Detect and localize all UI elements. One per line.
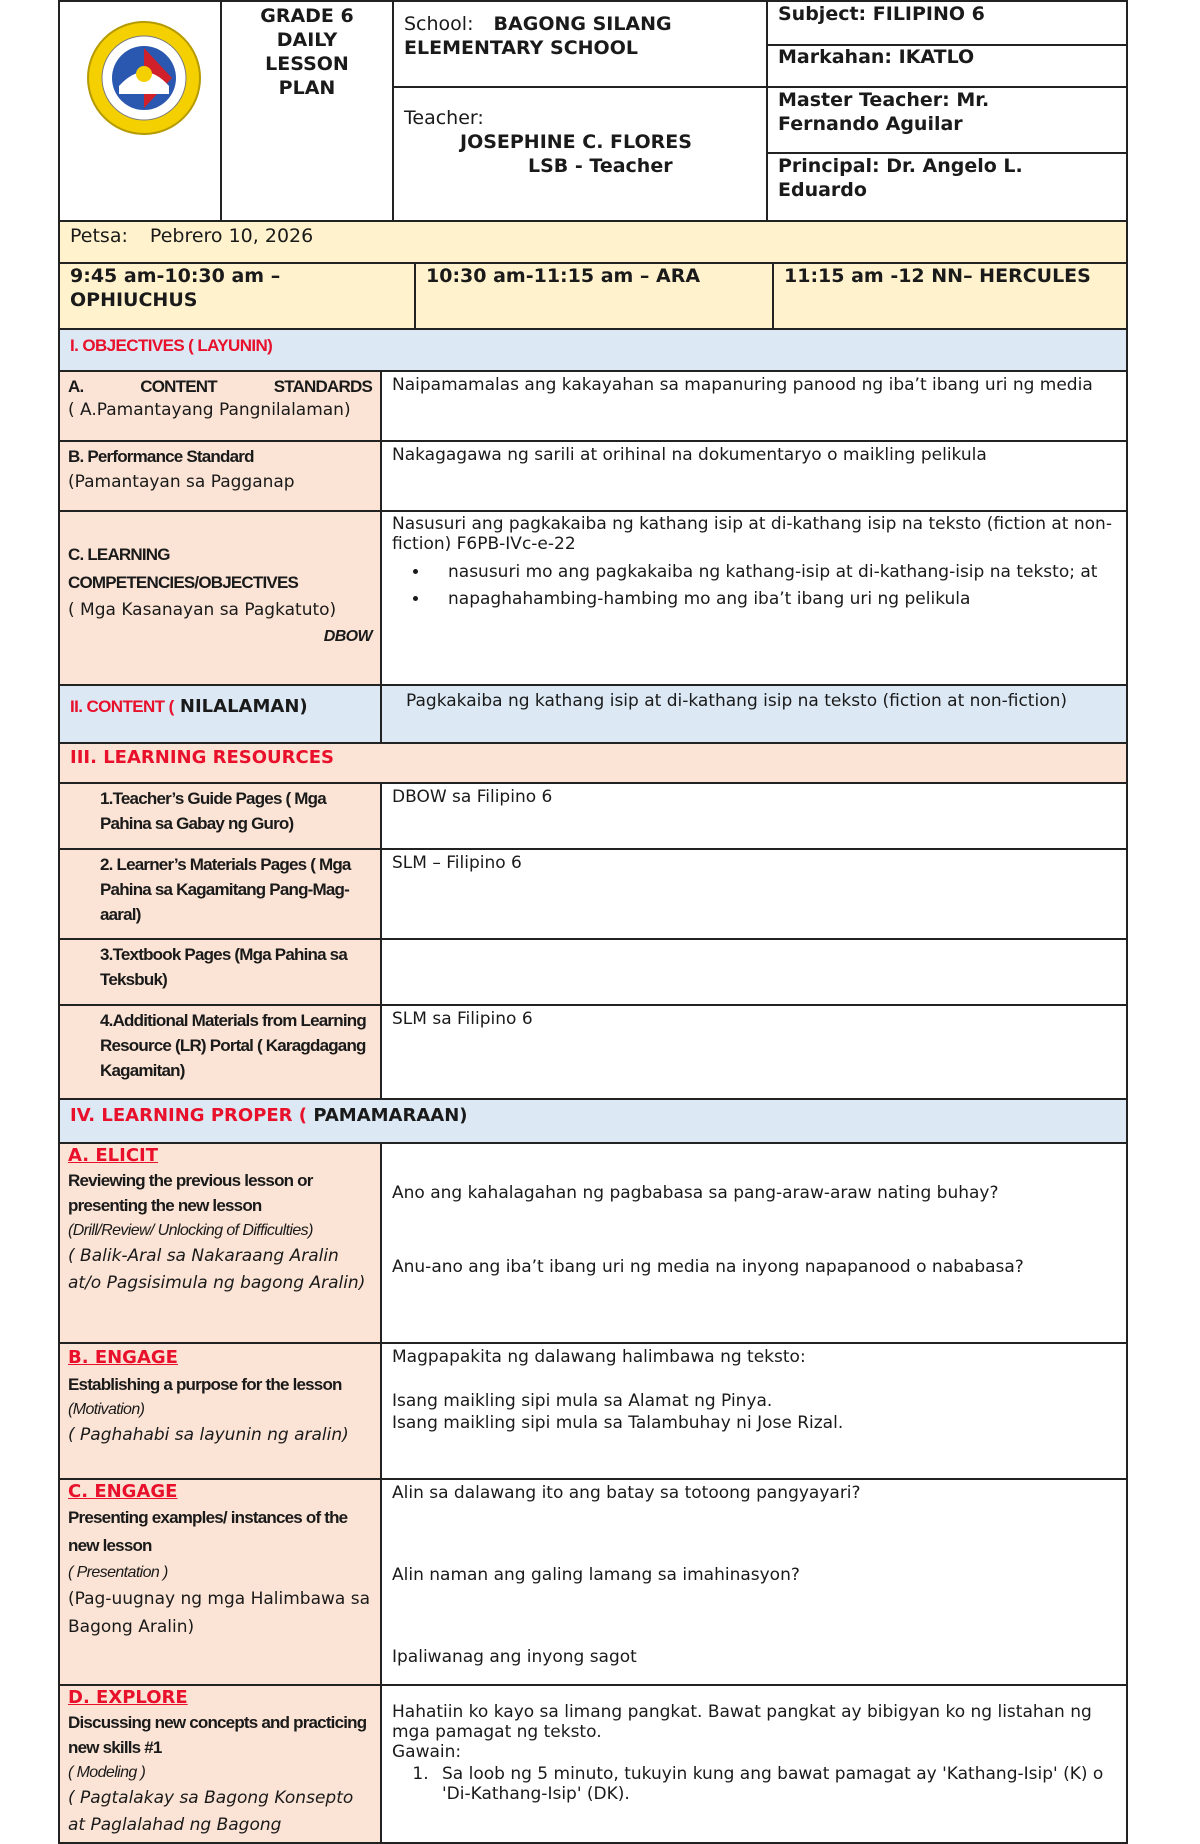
principal: Principal: Dr. Angelo L. [778,155,1023,177]
content-standards-label-cell [58,370,382,442]
performance-standard-value: Nakagagawa ng sarili at orihinal na dokumentaryo o maikling pelikula [392,445,987,465]
master-teacher-name: Fernando Aguilar [778,113,963,135]
schedule-slot-2 [414,262,774,330]
resource-value-cell [380,938,1128,1006]
proper-heading-fil: PAMAMARAAN) [307,1105,468,1126]
explore-note: ( Modeling ) [68,1764,146,1781]
content-heading: II. CONTENT ( [70,697,174,716]
engage1-line: Isang maikling sipi mula sa Alamat ng Pinya. [392,1391,773,1411]
list-item: • nasusuri mo ang pagkakaiba ng kathang-isip at di-kathang-isip na teksto; at [430,560,1116,584]
resource-label: 3.Textbook Pages (Mga Pahina sa Teksbuk) [100,945,347,989]
explore-label-cell [58,1684,382,1844]
content-standards-value: Naipamamalas ang kakayahan sa mapanuring panood ng iba’t ibang uri ng media [392,375,1093,395]
master-teacher-cell [766,86,1128,154]
engage1-fil: ( Paghahabi sa layunin ng aralin) [68,1425,349,1445]
schedule-time: 11:15 am -12 NN– HERCULES [784,265,1091,287]
school-name-2: ELEMENTARY SCHOOL [404,37,638,59]
competencies-label: C. LEARNING [68,545,170,564]
explore-line: Gawain: [392,1742,462,1762]
logo-cell [58,0,222,222]
content-standards-sub: ( A.Pamantayang Pangnilalaman) [68,400,351,420]
school-cell [392,0,768,88]
explore-steps [392,1764,1116,1804]
title-line: LESSON [265,53,349,75]
engage1-line: Magpapakita ng dalawang halimbawa ng teksto: [392,1347,806,1367]
proper-heading-text: IV. LEARNING PROPER ( [70,1105,308,1126]
engage2-value-cell [380,1478,1128,1686]
engage2-question: Alin naman ang galing lamang sa imahinasyon? [392,1565,800,1585]
label-part: CONTENT [140,377,217,396]
schedule-time: 10:30 am-11:15 am – ARA [426,265,701,287]
explore-fil: ( Pagtalakay sa Bagong Konsepto at Paglalahad ng Bagong [68,1788,354,1835]
explore-title: D. EXPLORE [68,1687,188,1708]
competencies-sub: ( Mga Kasanayan sa Pagkatuto) [68,600,337,620]
engage2-question: Ipaliwanag ang inyong sagot [392,1647,637,1667]
list-item: 1. Sa loob ng 5 minuto, tukuyin kung ang bawat pamagat ay 'Kathang-Isip' (K) o 'Di-Kathang-Isip' (DK). [434,1764,1116,1804]
content-value-cell [380,684,1128,744]
engage1-value-cell [380,1342,1128,1480]
elicit-question: Ano ang kahalagahan ng pagbabasa sa pang-araw-araw nating buhay? [392,1183,999,1203]
engage1-label-cell [58,1342,382,1480]
subject: Subject: FILIPINO 6 [778,3,985,25]
performance-standard-value-cell [380,440,1128,512]
schedule-time: 9:45 am-10:30 am – [70,265,281,287]
principal-cell [766,152,1128,222]
markahan-cell [766,44,1128,88]
title-cell [220,0,394,222]
competencies-value-cell [380,510,1128,686]
elicit-label-cell [58,1142,382,1344]
explore-value-cell [380,1684,1128,1844]
schedule-section: OPHIUCHUS [70,289,198,311]
list-item: • napaghahambing-hambing mo ang iba’t ibang uri ng pelikula [430,587,1116,611]
content-value: Pagkakaiba ng kathang isip at di-kathang isip na teksto (fiction at non-fiction) [406,691,1068,711]
title-line: GRADE 6 [260,5,354,27]
engage1-line: Isang maikling sipi mula sa Talambuhay ni Jose Rizal. [392,1413,844,1433]
resource-label-cell [58,938,382,1006]
resource-label-cell [58,782,382,850]
competencies-label-cell [58,510,382,686]
content-standards-value-cell [380,370,1128,442]
teacher-cell [392,86,768,222]
date-row [58,220,1128,264]
engage1-desc: Establishing a purpose for the lesson [68,1375,342,1394]
engage2-label-cell [58,1478,382,1686]
explore-desc: Discussing new concepts and practicing new skills #1 [68,1713,367,1757]
label-part: A. [68,377,84,396]
resources-heading-text: III. LEARNING RESOURCES [70,747,334,768]
elicit-title: A. ELICIT [68,1145,159,1166]
school-seal [84,18,204,138]
title-line: PLAN [278,77,336,99]
engage1-title: B. ENGAGE [68,1347,178,1368]
content-heading-cell [58,684,382,744]
elicit-question: Anu-ano ang iba’t ibang uri ng media na inyong napapanood o nababasa? [392,1257,1024,1277]
resource-label: 2. Learner’s Materials Pages ( Mga Pahina sa Kagamitang Pang-Mag-aaral) [100,855,351,924]
master-teacher: Master Teacher: Mr. [778,89,990,111]
resource-label: 1.Teacher’s Guide Pages ( Mga Pahina sa Gabay ng Guro) [100,789,326,833]
title-line: DAILY [276,29,338,51]
competencies-value: Nasusuri ang pagkakaiba ng kathang isip at di-kathang isip na teksto (fiction at non-fiction) F6PB-IVc-e-22 [392,514,1112,554]
resource-value-cell [380,848,1128,940]
performance-standard-sub: (Pamantayan sa Pagganap [68,472,295,492]
schedule-slot-3 [772,262,1128,330]
teacher-name: JOSEPHINE C. FLORES [460,131,692,153]
resource-value: DBOW sa Filipino 6 [392,787,553,807]
resource-label-cell [58,848,382,940]
date-value: Pebrero 10, 2026 [149,225,314,247]
resource-value-cell [380,1004,1128,1100]
teacher-role: LSB - Teacher [528,155,673,177]
engage2-note: ( Presentation ) [68,1564,168,1581]
teacher-label: Teacher: [404,107,484,129]
content-standards-label [68,374,372,399]
engage2-fil: (Pag-uugnay ng mga Halimbawa sa Bagong Aralin) [68,1589,371,1637]
label-part: STANDARDS [273,377,372,396]
subject-cell [766,0,1128,46]
resource-label-cell [58,1004,382,1100]
engage2-desc: Presenting examples/ instances of the new lesson [68,1508,348,1555]
objectives-heading-text: I. OBJECTIVES ( LAYUNIN) [70,336,273,355]
resource-value: SLM – Filipino 6 [392,853,522,873]
resource-label: 4.Additional Materials from Learning Resource (LR) Portal ( Karagdagang Kagamitan) [100,1011,366,1080]
performance-standard-label: B. Performance Standard [68,447,254,466]
explore-line: Hahatiin ko kayo sa limang pangkat. Bawat pangkat ay bibigyan ko ng listahan ng mga pamagat ng teksto. [392,1702,1092,1742]
school-name: BAGONG SILANG [493,13,672,35]
content-heading-fil: NILALAMAN) [173,696,308,717]
resources-heading [58,742,1128,784]
date-label: Petsa: [70,225,128,247]
competencies-tag: DBOW [323,628,372,645]
schedule-slot-1 [58,262,416,330]
elicit-note: (Drill/Review/ Unlocking of Difficulties) [68,1222,313,1239]
engage2-title: C. ENGAGE [68,1481,178,1502]
principal-name: Eduardo [778,179,867,201]
school-label: School: [404,13,474,35]
proper-heading [58,1098,1128,1144]
engage1-note: (Motivation) [68,1401,145,1418]
performance-standard-label-cell [58,440,382,512]
elicit-desc: Reviewing the previous lesson or presenting the new lesson [68,1171,313,1215]
elicit-fil: ( Balik-Aral sa Nakaraang Aralin at/o Pagsisimula ng bagong Aralin) [68,1246,366,1293]
engage2-question: Alin sa dalawang ito ang batay sa totoong pangyayari? [392,1483,861,1503]
competencies-list [392,560,1116,611]
resource-value: SLM sa Filipino 6 [392,1009,533,1029]
markahan: Markahan: IKATLO [778,46,975,68]
objectives-heading [58,328,1128,372]
competencies-label-2: COMPETENCIES/OBJECTIVES [68,573,299,592]
resource-value-cell [380,782,1128,850]
elicit-value-cell [380,1142,1128,1344]
